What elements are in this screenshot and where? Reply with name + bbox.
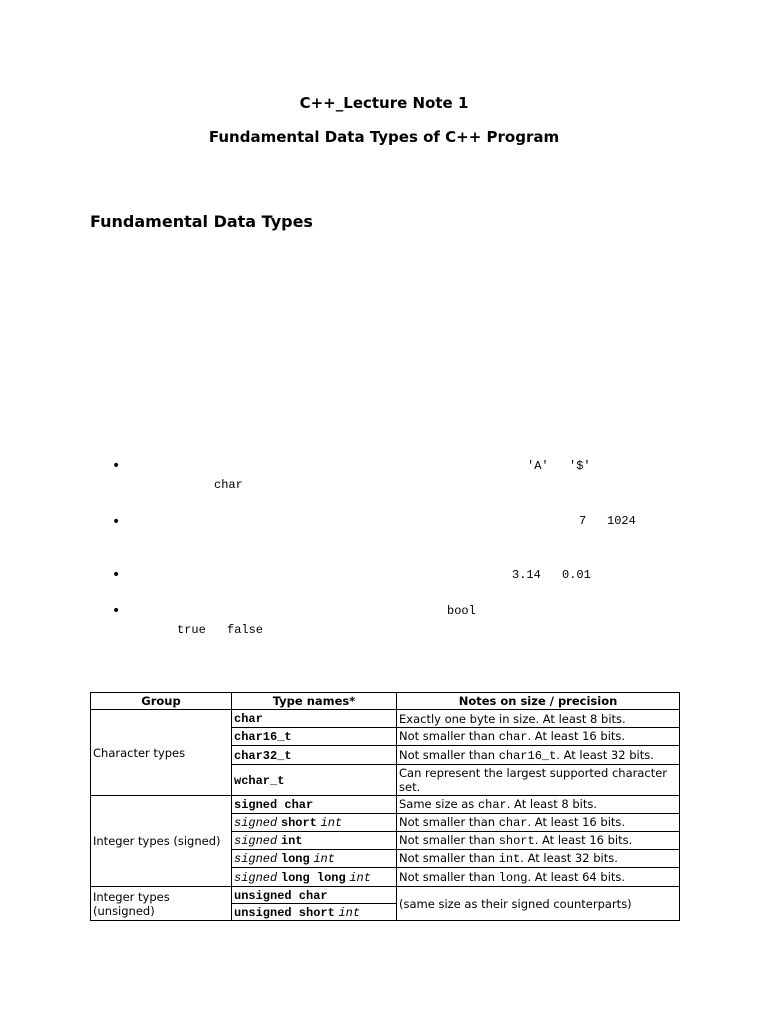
table-row bbox=[91, 887, 680, 904]
note-cell: Not smaller than char16_t. At least 32 bits. bbox=[397, 746, 680, 765]
bullet-dot-3: • bbox=[112, 567, 121, 583]
code-fragment: false bbox=[227, 623, 264, 637]
header-group: Group bbox=[91, 693, 232, 710]
note-cell: (same size as their signed counterparts) bbox=[397, 887, 680, 921]
section-heading: Fundamental Data Types bbox=[90, 212, 313, 231]
type-cell: unsigned short int bbox=[232, 904, 397, 921]
code-fragment: bool bbox=[447, 604, 476, 618]
type-cell: char16_t bbox=[232, 728, 397, 746]
note-cell: Not smaller than char. At least 16 bits. bbox=[397, 814, 680, 832]
header-type-names: Type names* bbox=[232, 693, 397, 710]
note-cell: Not smaller than char. At least 16 bits. bbox=[397, 728, 680, 746]
group-cell: Integer types (unsigned) bbox=[91, 887, 232, 921]
code-fragment: 0.01 bbox=[562, 568, 591, 582]
note-cell: Not smaller than int. At least 32 bits. bbox=[397, 850, 680, 868]
header-notes: Notes on size / precision bbox=[397, 693, 680, 710]
table-row bbox=[91, 796, 680, 814]
code-fragment: char bbox=[214, 478, 243, 492]
type-cell: signed int bbox=[232, 832, 397, 850]
type-cell: wchar_t bbox=[232, 765, 397, 796]
note-cell: Not smaller than short. At least 16 bits. bbox=[397, 832, 680, 850]
type-cell: signed short int bbox=[232, 814, 397, 832]
table-row bbox=[91, 710, 680, 728]
note-cell: Can represent the largest supported character set. bbox=[397, 765, 680, 796]
doc-subtitle: Fundamental Data Types of C++ Program bbox=[208, 128, 560, 146]
bullet-dot-4: • bbox=[112, 603, 121, 619]
code-fragment: 7 bbox=[579, 514, 587, 528]
type-cell: unsigned char bbox=[232, 887, 397, 904]
bullet-dot-1: • bbox=[112, 458, 121, 474]
code-fragment: 3.14 bbox=[512, 568, 541, 582]
code-fragment: '$' bbox=[569, 459, 591, 473]
type-cell: char32_t bbox=[232, 746, 397, 765]
group-cell: Integer types (signed) bbox=[91, 796, 232, 887]
code-fragment: 'A' bbox=[527, 459, 549, 473]
type-cell: char bbox=[232, 710, 397, 728]
note-cell: Same size as char. At least 8 bits. bbox=[397, 796, 680, 814]
type-cell: signed long long int bbox=[232, 868, 397, 887]
code-fragment: true bbox=[177, 623, 206, 637]
doc-title: C++_Lecture Note 1 bbox=[299, 94, 469, 112]
bullet-dot-2: • bbox=[112, 514, 121, 530]
type-cell: signed char bbox=[232, 796, 397, 814]
data-types-table bbox=[90, 692, 680, 921]
note-cell: Exactly one byte in size. At least 8 bits. bbox=[397, 710, 680, 728]
table-header-row bbox=[91, 693, 680, 710]
group-cell: Character types bbox=[91, 710, 232, 796]
code-fragment: 1024 bbox=[607, 514, 636, 528]
type-cell: signed long int bbox=[232, 850, 397, 868]
note-cell: Not smaller than long. At least 64 bits. bbox=[397, 868, 680, 887]
